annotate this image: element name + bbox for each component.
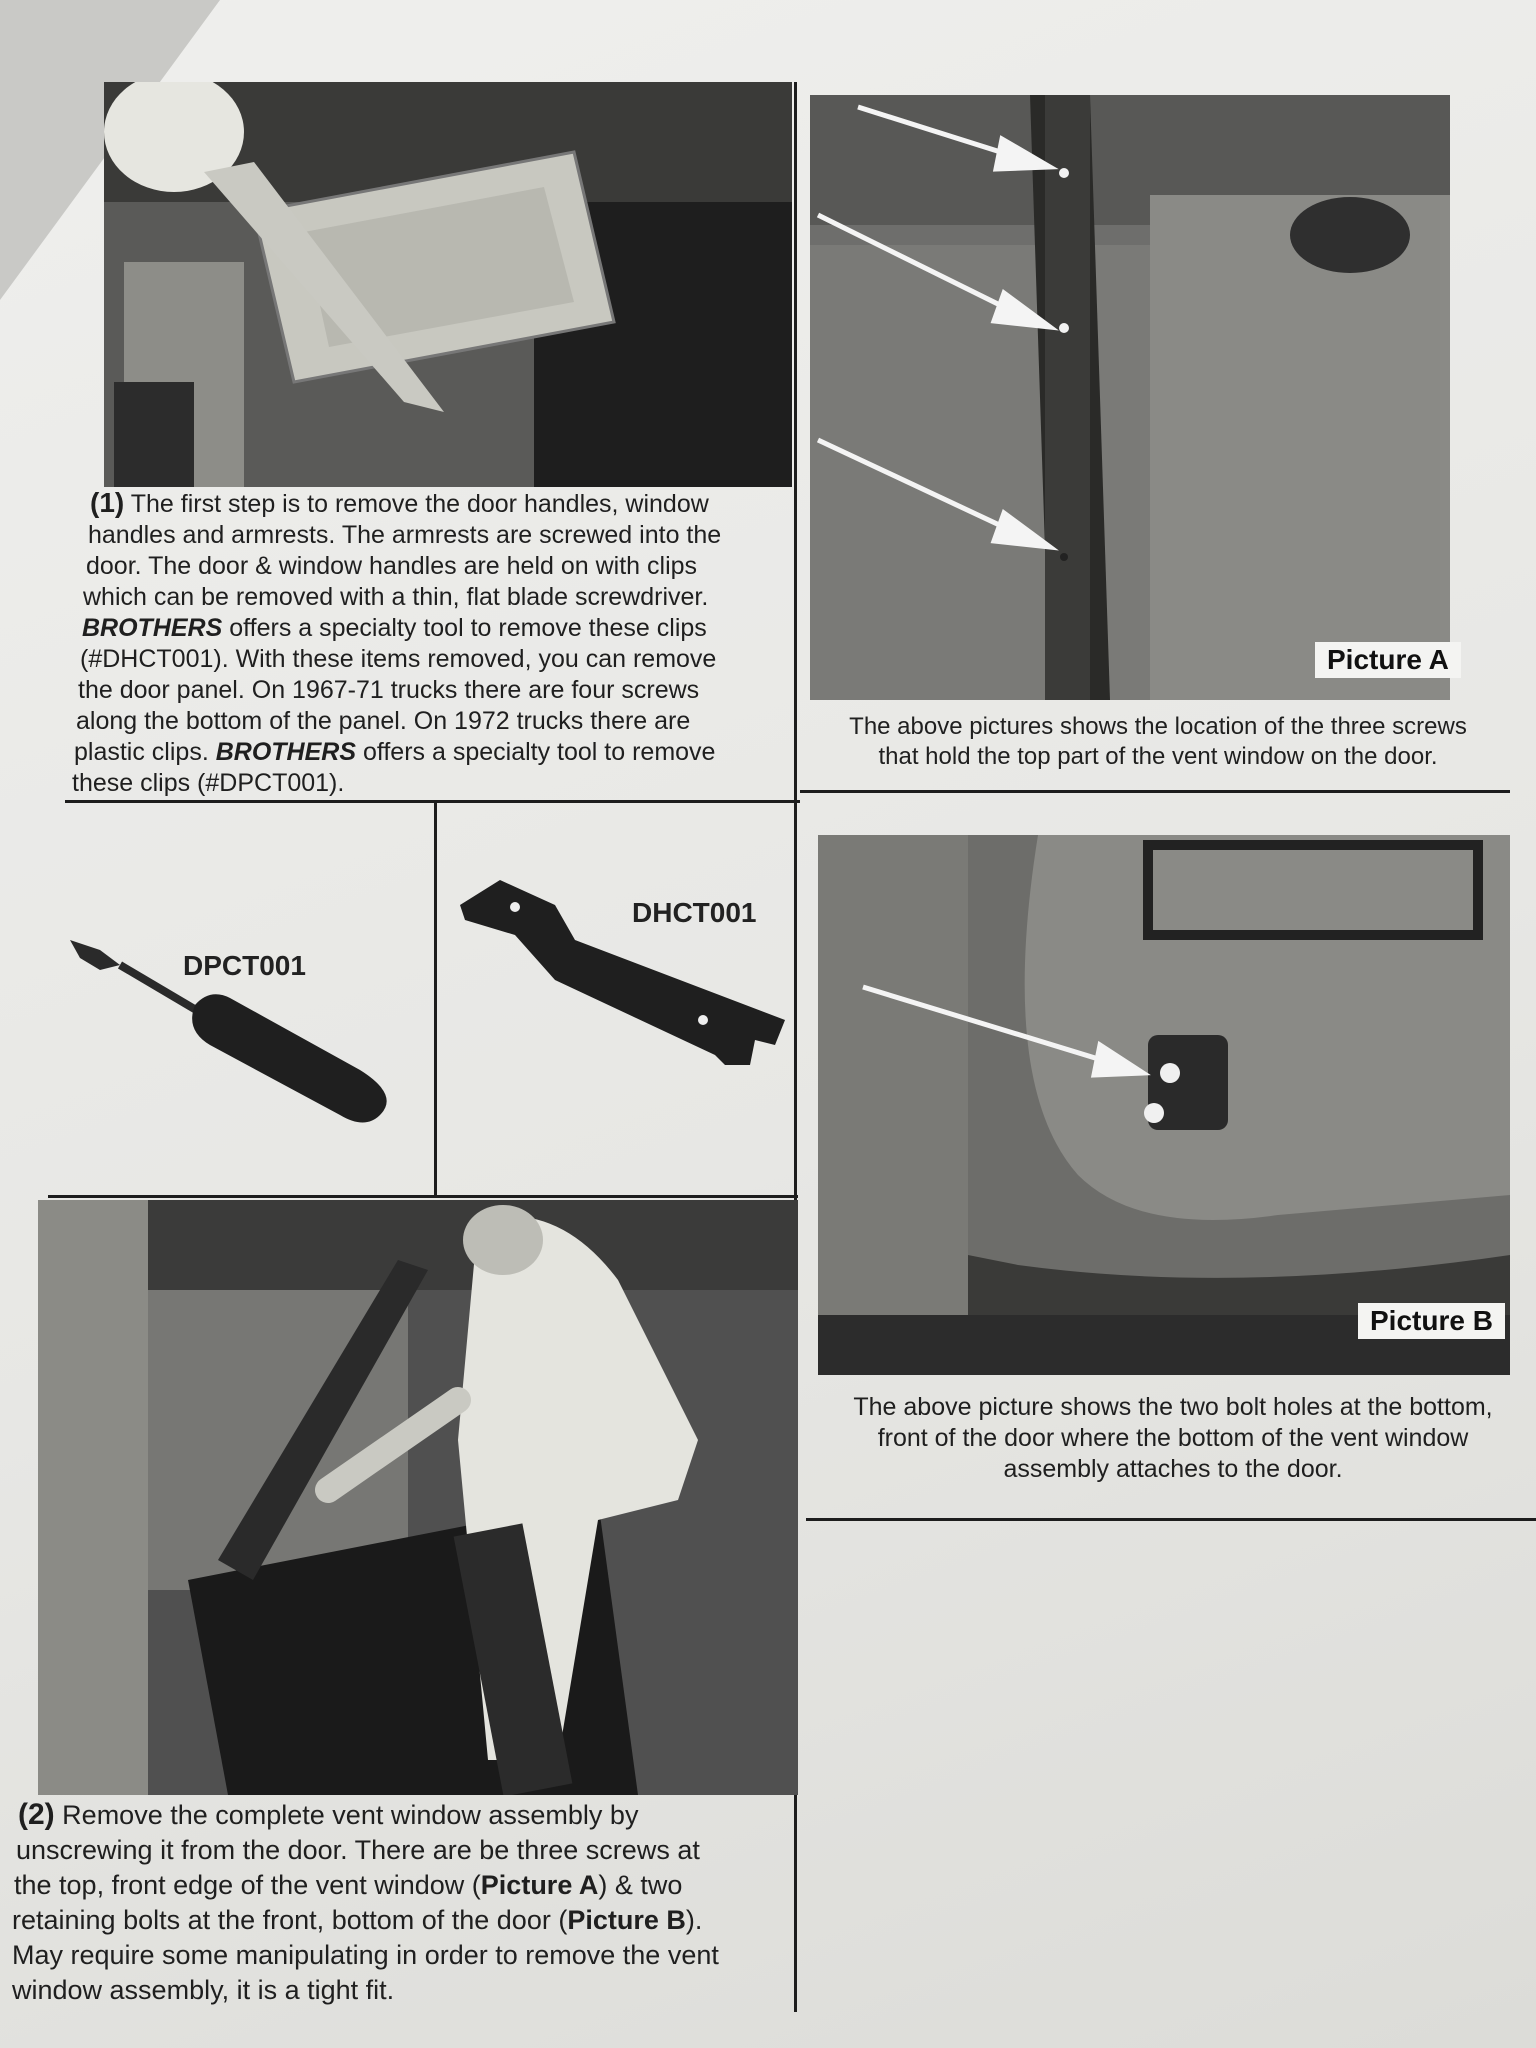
step2-line: retaining bolts at the front, bottom of the door ( — [12, 1905, 568, 1935]
caption-line: The above picture shows the two bolt holes at the bottom, — [853, 1393, 1493, 1421]
step2-line: ). — [685, 1905, 703, 1935]
divider-step1-bottom — [65, 800, 800, 803]
tool-divider — [434, 800, 437, 1195]
picture-b-reference: Picture B — [567, 1905, 686, 1935]
step1-line: handles and armrests. The armrests are screwed into the — [88, 521, 722, 549]
step1-line: these clips (#DPCT001). — [72, 769, 345, 797]
divider-tools-bottom — [48, 1195, 798, 1198]
picture-b-label: Picture B — [1358, 1303, 1505, 1339]
step1-line: plastic clips. — [74, 738, 216, 766]
tool-dhct001-label: DHCT001 — [632, 897, 757, 928]
caption-line: that hold the top part of the vent window on the door. — [878, 743, 1438, 770]
step1-line: (#DHCT001). With these items removed, you can remove — [80, 645, 717, 673]
caption-line: The above pictures shows the location of the three screws — [849, 713, 1467, 740]
step2-line: the top, front edge of the vent window ( — [14, 1870, 481, 1900]
divider-picture-a-bottom — [800, 790, 1510, 793]
step2-line: May require some manipulating in order to remove the vent — [12, 1940, 719, 1970]
photo-vent-window-removal — [38, 1200, 798, 1795]
step1-line: the door panel. On 1967-71 trucks there are four screws — [78, 676, 700, 704]
brand-name: BROTHERS — [82, 614, 223, 642]
tool-dpct001-label: DPCT001 — [183, 950, 306, 981]
step2-line: ) & two — [598, 1870, 683, 1900]
step1-number: (1) — [90, 487, 125, 518]
step1-line: offers a specialty tool to remove these clips — [222, 614, 707, 642]
step1-line: door. The door & window handles are held on with clips — [86, 552, 698, 580]
picture-b-photo — [818, 835, 1510, 1375]
picture-a-label: Picture A — [1315, 642, 1461, 678]
step1-line: along the bottom of the panel. On 1972 trucks there are — [76, 707, 691, 735]
step2-line: window assembly, it is a tight fit. — [12, 1975, 395, 2005]
photo-door-panel-removal — [104, 82, 792, 487]
step2-number: (2) — [18, 1798, 55, 1831]
picture-b-caption — [808, 1392, 1536, 1485]
divider-picture-b-bottom — [806, 1518, 1536, 1521]
picture-a-caption — [808, 712, 1508, 772]
caption-line: assembly attaches to the door. — [1003, 1455, 1343, 1483]
step2-line: unscrewing it from the door. There are be three screws at — [16, 1835, 700, 1865]
caption-line: front of the door where the bottom of the vent window — [877, 1424, 1469, 1452]
step2-text — [12, 1797, 802, 2008]
picture-a-photo — [810, 95, 1450, 700]
step1-text — [60, 487, 800, 799]
step1-line: offers a specialty tool to remove — [356, 738, 716, 766]
step1-line: The first step is to remove the door handles, window — [124, 490, 709, 518]
step2-line: Remove the complete vent window assembly by — [54, 1800, 639, 1830]
picture-a-reference: Picture A — [480, 1870, 599, 1900]
brand-name: BROTHERS — [215, 738, 357, 766]
step1-line: which can be removed with a thin, flat blade screwdriver. — [83, 583, 709, 611]
